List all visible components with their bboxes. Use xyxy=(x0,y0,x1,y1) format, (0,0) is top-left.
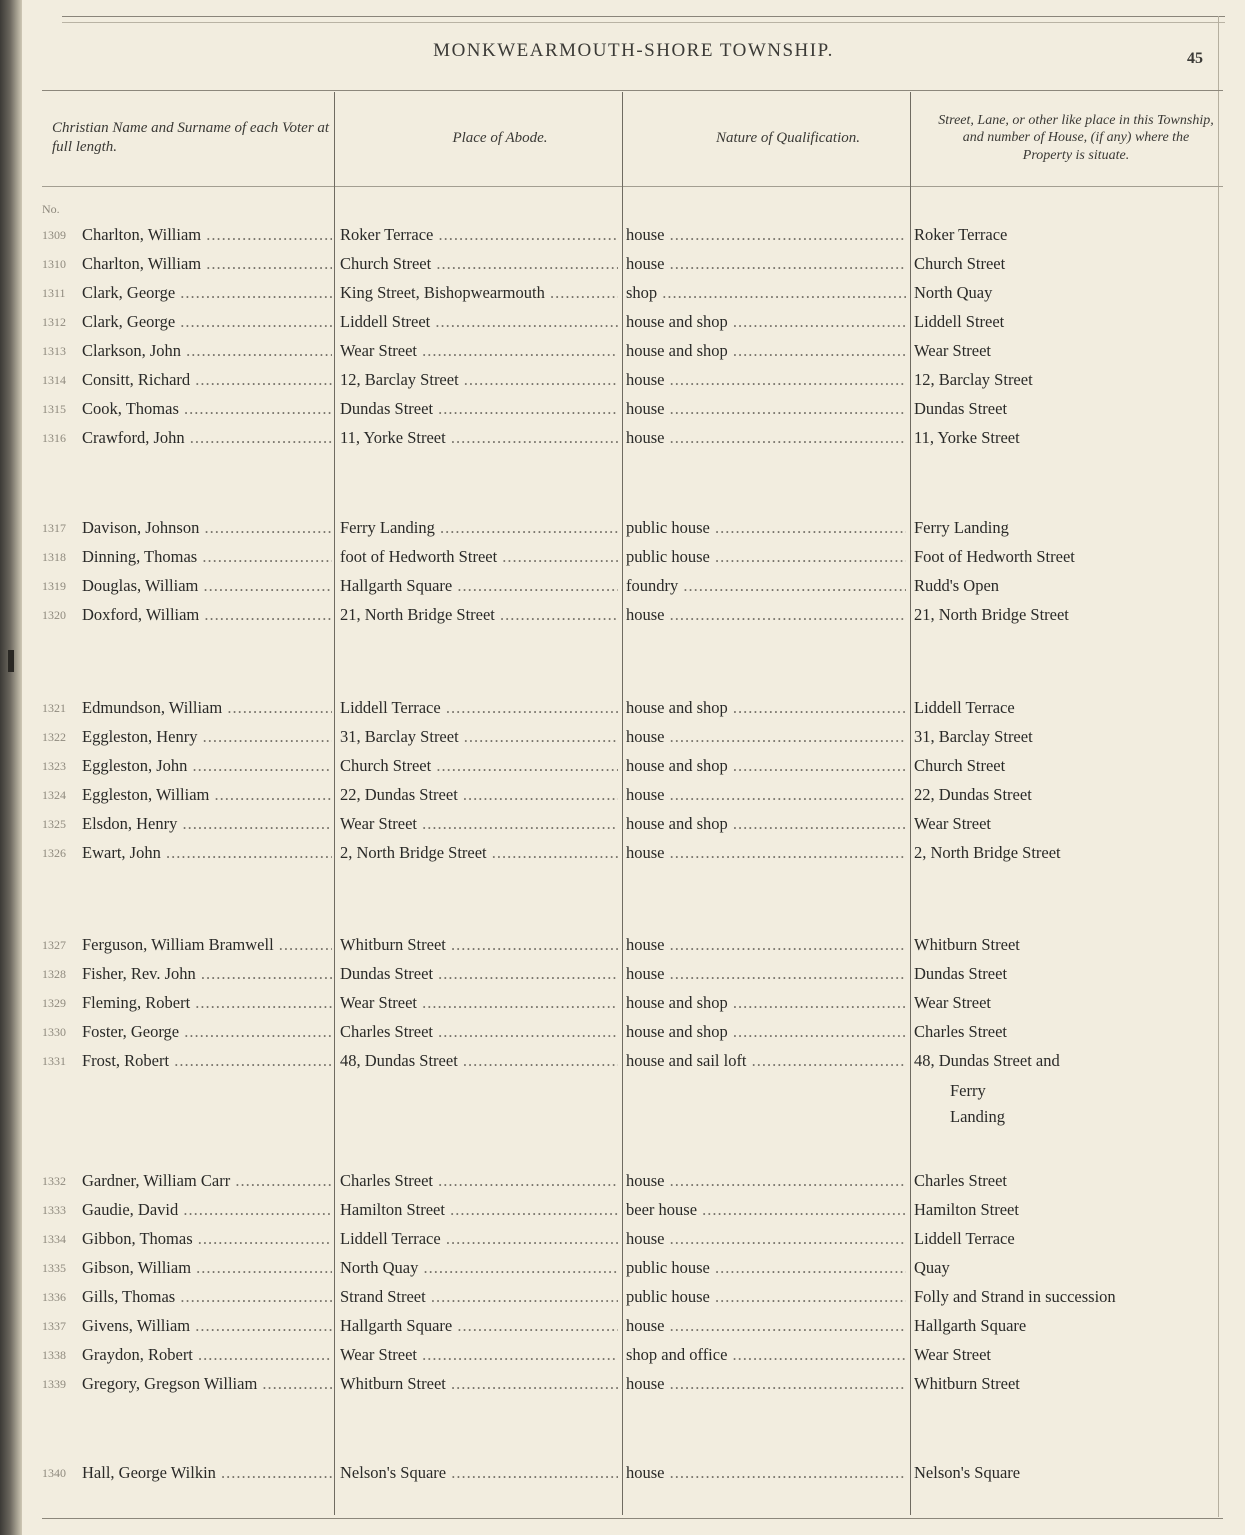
nature-of-qualification: public house ..... xyxy=(626,515,906,541)
place-of-abode: Strand Street ..... xyxy=(340,1284,618,1310)
voter-row xyxy=(22,573,1245,599)
place-of-abode: 22, Dundas Street ..... xyxy=(340,782,618,808)
voter-row xyxy=(22,961,1245,987)
property-street: Hallgarth Square xyxy=(914,1316,1027,1335)
place-of-abode: 2, North Bridge Street ..... xyxy=(340,840,618,866)
voter-name: Graydon, Robert ..... xyxy=(82,1342,332,1368)
voter-row xyxy=(22,338,1245,364)
place-of-abode: foot of Hedworth Street ..... xyxy=(340,544,618,570)
property-street: Liddell Terrace xyxy=(914,698,1015,717)
voter-name: Eggleston, William ..... xyxy=(82,782,332,808)
voter-number: 1309 xyxy=(42,228,66,242)
nature-of-qualification: house ..... xyxy=(626,782,906,808)
voter-name: Charlton, William ..... xyxy=(82,251,332,277)
voter-name: Ferguson, William Bramwell ..... xyxy=(82,932,332,958)
column-header-abode: Place of Abode. xyxy=(452,129,548,146)
property-street: Charles Street xyxy=(914,1171,1008,1190)
voter-row xyxy=(22,782,1245,808)
voter-number: 1331 xyxy=(42,1054,66,1068)
voter-row xyxy=(22,753,1245,779)
voter-row xyxy=(22,515,1245,541)
voter-name: Gills, Thomas ..... xyxy=(82,1284,332,1310)
voter-number: 1325 xyxy=(42,817,66,831)
voter-row xyxy=(22,840,1245,866)
nature-of-qualification: house ..... xyxy=(626,961,906,987)
voter-number: 1334 xyxy=(42,1232,66,1246)
voter-row xyxy=(22,811,1245,837)
nature-of-qualification: house ..... xyxy=(626,1226,906,1252)
voter-row xyxy=(22,544,1245,570)
voter-row xyxy=(22,932,1245,958)
voter-number: 1330 xyxy=(42,1025,66,1039)
voter-name: Douglas, William ..... xyxy=(82,573,332,599)
property-street: Charles Street xyxy=(914,1022,1008,1041)
nature-of-qualification: house and sail loft ..... xyxy=(626,1048,906,1074)
place-of-abode: Whitburn Street ..... xyxy=(340,932,618,958)
top-rule xyxy=(62,16,1225,17)
voter-name: Clark, George ..... xyxy=(82,280,332,306)
place-of-abode: Ferry Landing ..... xyxy=(340,515,618,541)
nature-of-qualification: house and shop ..... xyxy=(626,338,906,364)
voter-row xyxy=(22,251,1245,277)
property-street: Liddell Street xyxy=(914,312,1005,331)
property-street: Nelson's Square xyxy=(914,1463,1021,1482)
voter-name: Gregory, Gregson William ..... xyxy=(82,1371,332,1397)
property-street: Wear Street xyxy=(914,341,992,360)
voter-name: Crawford, John ..... xyxy=(82,425,332,451)
voter-name: Cook, Thomas ..... xyxy=(82,396,332,422)
column-header-name: Christian Name and Surname of each Voter at full length. xyxy=(52,120,330,155)
place-of-abode: Church Street ..... xyxy=(340,753,618,779)
nature-of-qualification: house ..... xyxy=(626,724,906,750)
header-top-rule xyxy=(42,90,1223,91)
voter-number: 1313 xyxy=(42,344,66,358)
nature-of-qualification: house ..... xyxy=(626,1168,906,1194)
voter-row xyxy=(22,280,1245,306)
voter-name: Fisher, Rev. John ..... xyxy=(82,961,332,987)
binding-mark xyxy=(8,650,14,672)
place-of-abode: Charles Street ..... xyxy=(340,1168,618,1194)
voter-number: 1323 xyxy=(42,759,66,773)
property-street: Roker Terrace xyxy=(914,225,1008,244)
nature-of-qualification: house and shop ..... xyxy=(626,990,906,1016)
voter-number: 1314 xyxy=(42,373,66,387)
voter-name: Clarkson, John ..... xyxy=(82,338,332,364)
voter-name: Dinning, Thomas ..... xyxy=(82,544,332,570)
voter-number: 1332 xyxy=(42,1174,66,1188)
property-street: North Quay xyxy=(914,283,993,302)
place-of-abode: Roker Terrace ..... xyxy=(340,222,618,248)
voter-number: 1319 xyxy=(42,579,66,593)
nature-of-qualification: house ..... xyxy=(626,396,906,422)
voter-name: Charlton, William ..... xyxy=(82,222,332,248)
place-of-abode: Nelson's Square ..... xyxy=(340,1460,618,1486)
property-street: Whitburn Street xyxy=(914,1374,1020,1393)
voter-number: 1324 xyxy=(42,788,66,802)
voter-name: Fleming, Robert ..... xyxy=(82,990,332,1016)
voter-number: 1317 xyxy=(42,521,66,535)
place-of-abode: Wear Street ..... xyxy=(340,1342,618,1368)
property-street: 2, North Bridge Street xyxy=(914,843,1061,862)
nature-of-qualification: house ..... xyxy=(626,251,906,277)
voter-number: 1329 xyxy=(42,996,66,1010)
place-of-abode: Liddell Terrace ..... xyxy=(340,1226,618,1252)
voter-name: Gaudie, David ..... xyxy=(82,1197,332,1223)
voter-number: 1327 xyxy=(42,938,66,952)
page-title: MONKWEARMOUTH-SHORE TOWNSHIP. xyxy=(433,40,834,61)
voter-name: Clark, George ..... xyxy=(82,309,332,335)
nature-of-qualification: foundry ..... xyxy=(626,573,906,599)
nature-of-qualification: house ..... xyxy=(626,1460,906,1486)
voter-number: 1339 xyxy=(42,1377,66,1391)
nature-of-qualification: public house ..... xyxy=(626,1284,906,1310)
voter-number: 1318 xyxy=(42,550,66,564)
nature-of-qualification: house ..... xyxy=(626,1313,906,1339)
voter-row xyxy=(22,990,1245,1016)
voter-number: 1320 xyxy=(42,608,66,622)
nature-of-qualification: house ..... xyxy=(626,840,906,866)
nature-of-qualification: house and shop ..... xyxy=(626,811,906,837)
voter-name: Gibson, William ..... xyxy=(82,1255,332,1281)
column-header-qualification: Nature of Qualification. xyxy=(715,129,861,146)
nature-of-qualification: public house ..... xyxy=(626,544,906,570)
voter-name: Ewart, John ..... xyxy=(82,840,332,866)
voter-row xyxy=(22,1313,1245,1339)
column-header-street: Street, Lane, or other like place in this Township, and number of House, (if any) where the Property is situate. xyxy=(938,112,1214,163)
voter-row xyxy=(22,1342,1245,1368)
header-bottom-rule xyxy=(42,186,1223,187)
voter-name: Consitt, Richard ..... xyxy=(82,367,332,393)
nature-of-qualification: beer house ..... xyxy=(626,1197,906,1223)
voter-row xyxy=(22,1255,1245,1281)
nature-of-qualification: house ..... xyxy=(626,932,906,958)
place-of-abode: 12, Barclay Street ..... xyxy=(340,367,618,393)
property-street: Church Street xyxy=(914,756,1006,775)
voter-name: Foster, George ..... xyxy=(82,1019,332,1045)
property-street: 11, Yorke Street xyxy=(914,428,1020,447)
bottom-rule xyxy=(42,1518,1223,1519)
property-street-continued: Ferry Landing xyxy=(950,1081,1005,1126)
voter-name: Frost, Robert ..... xyxy=(82,1048,332,1074)
voter-row xyxy=(22,1371,1245,1397)
place-of-abode: Charles Street ..... xyxy=(340,1019,618,1045)
place-of-abode: 11, Yorke Street ..... xyxy=(340,425,618,451)
property-street: 31, Barclay Street xyxy=(914,727,1033,746)
property-street: 22, Dundas Street xyxy=(914,785,1032,804)
voter-row xyxy=(22,1197,1245,1223)
property-street: Wear Street xyxy=(914,1345,992,1364)
property-street: Quay xyxy=(914,1258,950,1277)
voter-number: 1312 xyxy=(42,315,66,329)
place-of-abode: Dundas Street ..... xyxy=(340,961,618,987)
nature-of-qualification: house and shop ..... xyxy=(626,309,906,335)
voter-row xyxy=(22,396,1245,422)
place-of-abode: North Quay ..... xyxy=(340,1255,618,1281)
place-of-abode: Wear Street ..... xyxy=(340,990,618,1016)
voter-row xyxy=(22,309,1245,335)
nature-of-qualification: public house ..... xyxy=(626,1255,906,1281)
place-of-abode: Liddell Street ..... xyxy=(340,309,618,335)
voter-row xyxy=(22,1284,1245,1310)
voter-name: Gardner, William Carr ..... xyxy=(82,1168,332,1194)
voter-number: 1321 xyxy=(42,701,66,715)
page-number: 45 xyxy=(1187,50,1203,67)
place-of-abode: Hallgarth Square ..... xyxy=(340,1313,618,1339)
voter-name: Gibbon, Thomas ..... xyxy=(82,1226,332,1252)
voter-number: 1315 xyxy=(42,402,66,416)
voter-number: 1326 xyxy=(42,846,66,860)
nature-of-qualification: house ..... xyxy=(626,367,906,393)
property-street: Rudd's Open xyxy=(914,576,1000,595)
nature-of-qualification: house ..... xyxy=(626,222,906,248)
nature-of-qualification: house and shop ..... xyxy=(626,1019,906,1045)
property-street: Hamilton Street xyxy=(914,1200,1019,1219)
place-of-abode: King Street, Bishopwearmouth ..... xyxy=(340,280,618,306)
place-of-abode: Wear Street ..... xyxy=(340,338,618,364)
voter-number: 1322 xyxy=(42,730,66,744)
voter-name: Davison, Johnson ..... xyxy=(82,515,332,541)
property-street: Dundas Street xyxy=(914,399,1008,418)
voter-number: 1338 xyxy=(42,1348,66,1362)
property-street: Church Street xyxy=(914,254,1006,273)
voter-name: Eggleston, Henry ..... xyxy=(82,724,332,750)
voter-row xyxy=(22,425,1245,451)
property-street: Wear Street xyxy=(914,993,992,1012)
place-of-abode: Hallgarth Square ..... xyxy=(340,573,618,599)
voter-number: 1336 xyxy=(42,1290,66,1304)
book-spine-edge xyxy=(0,0,22,1535)
property-street: Wear Street xyxy=(914,814,992,833)
place-of-abode: 21, North Bridge Street ..... xyxy=(340,602,618,628)
voter-number: 1311 xyxy=(42,286,66,300)
register-page xyxy=(22,0,1245,1535)
voter-number: 1340 xyxy=(42,1466,66,1480)
property-street: Folly and Strand in succession xyxy=(914,1287,1116,1306)
place-of-abode: 48, Dundas Street ..... xyxy=(340,1048,618,1074)
voter-row xyxy=(22,1226,1245,1252)
voter-row xyxy=(22,1019,1245,1045)
voter-row xyxy=(22,695,1245,721)
voter-name: Givens, William ..... xyxy=(82,1313,332,1339)
voter-row xyxy=(22,602,1245,628)
place-of-abode: Liddell Terrace ..... xyxy=(340,695,618,721)
voter-number: 1337 xyxy=(42,1319,66,1333)
voter-name: Doxford, William ..... xyxy=(82,602,332,628)
place-of-abode: Dundas Street ..... xyxy=(340,396,618,422)
nature-of-qualification: shop and office ..... xyxy=(626,1342,906,1368)
nature-of-qualification: house and shop ..... xyxy=(626,753,906,779)
voter-name: Elsdon, Henry ..... xyxy=(82,811,332,837)
nature-of-qualification: house ..... xyxy=(626,425,906,451)
place-of-abode: Wear Street ..... xyxy=(340,811,618,837)
voter-name: Eggleston, John ..... xyxy=(82,753,332,779)
property-street: Whitburn Street xyxy=(914,935,1020,954)
nature-of-qualification: house ..... xyxy=(626,1371,906,1397)
voter-row xyxy=(22,1168,1245,1194)
voter-row xyxy=(22,222,1245,248)
top-rule-thin xyxy=(62,22,1225,23)
property-street: 48, Dundas Street and xyxy=(914,1051,1060,1070)
property-street: 12, Barclay Street xyxy=(914,370,1033,389)
property-street: 21, North Bridge Street xyxy=(914,605,1069,624)
voter-number: 1335 xyxy=(42,1261,66,1275)
property-street: Liddell Terrace xyxy=(914,1229,1015,1248)
voter-row xyxy=(22,1460,1245,1486)
nature-of-qualification: shop ..... xyxy=(626,280,906,306)
property-street: Foot of Hedworth Street xyxy=(914,547,1075,566)
voter-number: 1333 xyxy=(42,1203,66,1217)
place-of-abode: Church Street ..... xyxy=(340,251,618,277)
place-of-abode: Hamilton Street ..... xyxy=(340,1197,618,1223)
voter-row xyxy=(22,1048,1245,1074)
voter-number: 1316 xyxy=(42,431,66,445)
nature-of-qualification: house ..... xyxy=(626,602,906,628)
voter-row xyxy=(22,724,1245,750)
voter-name: Edmundson, William ..... xyxy=(82,695,332,721)
voter-number: 1310 xyxy=(42,257,66,271)
property-street: Ferry Landing xyxy=(914,518,1009,537)
property-street: Dundas Street xyxy=(914,964,1008,983)
voter-number: 1328 xyxy=(42,967,66,981)
voter-name: Hall, George Wilkin ..... xyxy=(82,1460,332,1486)
place-of-abode: 31, Barclay Street ..... xyxy=(340,724,618,750)
nature-of-qualification: house and shop ..... xyxy=(626,695,906,721)
place-of-abode: Whitburn Street ..... xyxy=(340,1371,618,1397)
voter-row xyxy=(22,367,1245,393)
number-column-label: No. xyxy=(42,202,60,216)
